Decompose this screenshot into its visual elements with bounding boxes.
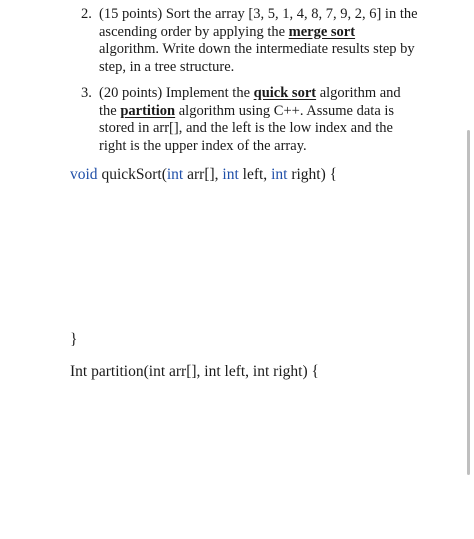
question-2-line-2: [81, 24, 431, 42]
question-3-line-1-post: algorithm and: [316, 85, 401, 101]
question-3-line-2: [81, 103, 431, 121]
question-2-line-4: step, in a tree structure.: [99, 58, 235, 75]
question-3-line-1-pre: (20 points) Implement the: [99, 85, 254, 101]
int-keyword: int: [222, 166, 239, 183]
quicksort-param-arr: arr[],: [183, 166, 223, 183]
question-3-line-4: right is the upper index of the array.: [99, 137, 307, 154]
question-3-number: 3.: [81, 85, 92, 101]
question-2-number: 2.: [81, 6, 92, 22]
question-2-line-1: (15 points) Sort the array [3, 5, 1, 4, 8, 7, 9, 2, 6] in the: [99, 6, 418, 22]
question-3-line-2-pre: the: [99, 102, 121, 119]
partition-signature: Int partition(int arr[], int left, int right) {: [70, 363, 319, 380]
int-keyword: int: [271, 166, 288, 183]
partition-term: partition: [120, 102, 176, 119]
question-3-line-3: stored in arr[], and the left is the low index and the: [99, 120, 393, 136]
vertical-scrollbar[interactable]: [467, 130, 470, 475]
question-2-line-3: algorithm. Write down the intermediate results step by: [99, 41, 415, 57]
question-2: [81, 6, 431, 76]
question-3: [81, 85, 431, 155]
quicksort-name: quickSort(: [97, 166, 167, 183]
quicksort-closing-brace: }: [70, 331, 78, 348]
quicksort-param-left: left,: [238, 166, 272, 183]
question-3-line-2-post: algorithm using C++. Assume data is: [175, 102, 395, 119]
void-keyword: void: [70, 166, 98, 183]
quicksort-param-right: right) {: [287, 166, 338, 183]
merge-sort-term: merge sort: [288, 23, 356, 40]
quicksort-signature: [70, 166, 337, 184]
quick-sort-term: quick sort: [253, 85, 317, 101]
int-keyword: int: [166, 166, 184, 183]
question-3-line-1: [81, 85, 431, 103]
question-2-line-2-text: ascending order by applying the: [99, 23, 289, 40]
